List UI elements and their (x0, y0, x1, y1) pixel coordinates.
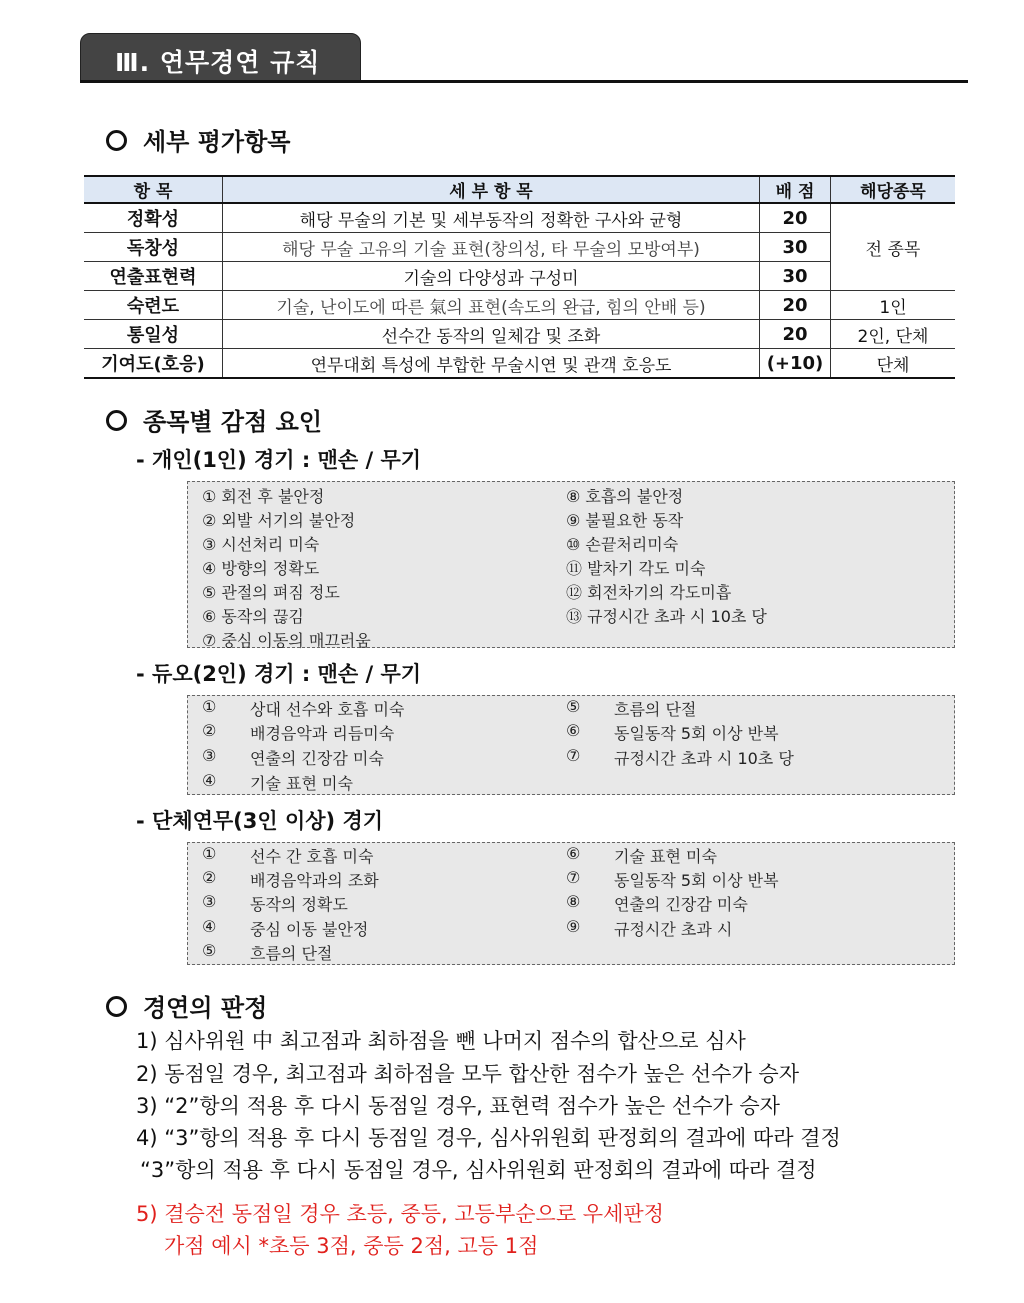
row-score: 30 (760, 233, 831, 262)
list-item: 동일동작 5회 이상 반복 (614, 724, 779, 743)
col-header-target: 해당종목 (831, 176, 956, 203)
chapter-title: Ⅲ. 연무경연 규칙 (115, 48, 321, 77)
tiebreak-rule-line: 5) 결승전 동점일 경우 초등, 중등, 고등부순으로 우세판정 (136, 1202, 664, 1226)
row-target: 단체 (831, 349, 956, 379)
list-item: 흐름의 단절 (250, 944, 333, 963)
row-desc: 연무대회 특성에 부합한 무술시연 및 관객 호응도 (223, 349, 760, 379)
row-desc: 해당 무술의 기본 및 세부동작의 정확한 구사와 균형 (223, 203, 760, 233)
chapter-header-tab (80, 33, 361, 83)
list-item-num: ⑤ (202, 941, 217, 960)
list-item: ⑩ 손끝처리미숙 (566, 535, 679, 554)
list-item: 동작의 정확도 (250, 895, 348, 914)
list-item: 배경음악과 리듬미숙 (250, 724, 395, 743)
list-item: 연출의 긴장감 미숙 (614, 895, 748, 914)
individual-subheading: - 개인(1인) 경기 : 맨손 / 무기 (136, 448, 422, 472)
list-item: 상대 선수와 호흡 미숙 (250, 700, 405, 719)
list-item-num: ⑥ (566, 721, 581, 740)
row-item: 정확성 (84, 203, 223, 233)
list-item-num: ② (202, 721, 217, 740)
table-row (84, 349, 955, 379)
table-row (84, 291, 955, 320)
row-desc: 해당 무술 고유의 기술 표현(창의성, 타 무술의 모방여부) (223, 233, 760, 262)
circle-bullet-icon (106, 410, 127, 431)
list-item: ⑧ 호흡의 불안정 (566, 487, 684, 506)
list-item-num: ⑤ (566, 697, 581, 716)
list-item-num: ④ (202, 771, 217, 790)
list-item: 규정시간 초과 시 (614, 920, 733, 939)
row-target: 2인, 단체 (831, 320, 956, 349)
row-desc: 선수간 동작의 일체감 및 조화 (223, 320, 760, 349)
list-item: 흐름의 단절 (614, 700, 697, 719)
row-score: 20 (760, 203, 831, 233)
section-judgement-heading: 경연의 판정 (106, 988, 267, 1023)
row-score: 20 (760, 320, 831, 349)
list-item: ④ 방향의 정확도 (202, 559, 320, 578)
judgement-line: 4) “3”항의 적용 후 다시 동점일 경우, 심사위원회 판정회의 결과에 따라 결정 (136, 1126, 841, 1150)
row-item: 독창성 (84, 233, 223, 262)
row-item: 통일성 (84, 320, 223, 349)
row-score: 20 (760, 291, 831, 320)
list-item: 중심 이동 불안정 (250, 920, 369, 939)
col-header-item: 항 목 (84, 176, 223, 203)
individual-deduction-box (187, 481, 955, 648)
list-item-num: ⑦ (566, 746, 581, 765)
list-item: ⑥ 동작의 끊김 (202, 607, 304, 626)
list-item: ② 외발 서기의 불안정 (202, 511, 356, 530)
judgement-line: 2) 동점일 경우, 최고점과 최하점을 모두 합산한 점수가 높은 선수가 승자 (136, 1062, 799, 1086)
list-item: 규정시간 초과 시 10초 당 (614, 749, 794, 768)
circle-bullet-icon (106, 130, 127, 151)
table-row (84, 320, 955, 349)
judgement-line: “3”항의 적용 후 다시 동점일 경우, 심사위원회 판정회의 결과에 따라 결정 (140, 1158, 817, 1182)
list-item: ① 회전 후 불안정 (202, 487, 325, 506)
table-row (84, 233, 955, 262)
list-item: 연출의 긴장감 미숙 (250, 749, 384, 768)
list-item: 배경음악과의 조화 (250, 871, 379, 890)
table-row (84, 203, 955, 233)
evaluation-table (84, 175, 955, 379)
table-row (84, 262, 955, 291)
group-subheading: - 단체연무(3인 이상) 경기 (136, 809, 384, 833)
header-rule (80, 80, 968, 83)
row-target-merged: 전 종목 (831, 203, 956, 291)
row-desc: 기술, 난이도에 따른 氣의 표현(속도의 완급, 힘의 안배 등) (223, 291, 760, 320)
row-target: 1인 (831, 291, 956, 320)
list-item-num: ⑨ (566, 917, 581, 936)
list-item: ⑬ 규정시간 초과 시 10초 당 (566, 607, 767, 626)
section-deduction-heading: 종목별 감점 요인 (106, 402, 322, 437)
list-item: ⑫ 회전차기의 각도미흡 (566, 583, 732, 602)
judgement-line: 3) “2”항의 적용 후 다시 동점일 경우, 표현력 점수가 높은 선수가 승자 (136, 1094, 780, 1118)
row-item: 기여도(호응) (84, 349, 223, 379)
list-item: 기술 표현 미숙 (250, 774, 353, 793)
table-header-row (84, 176, 955, 203)
duo-subheading: - 듀오(2인) 경기 : 맨손 / 무기 (136, 662, 422, 686)
list-item: ⑨ 불필요한 동작 (566, 511, 684, 530)
list-item: ③ 시선처리 미숙 (202, 535, 320, 554)
list-item-num: ① (202, 697, 217, 716)
list-item: ⑦ 중심 이동의 매끄러움 (202, 631, 371, 650)
list-item: ⑤ 관절의 펴짐 정도 (202, 583, 340, 602)
row-score: (+10) (760, 349, 831, 379)
row-item: 연출표현력 (84, 262, 223, 291)
list-item: 선수 간 호흡 미숙 (250, 847, 374, 866)
list-item-num: ⑦ (566, 868, 581, 887)
col-header-score: 배 점 (760, 176, 831, 203)
list-item-num: ④ (202, 917, 217, 936)
judgement-line: 1) 심사위원 中 최고점과 최하점을 뺀 나머지 점수의 합산으로 심사 (136, 1029, 746, 1053)
group-deduction-box (187, 842, 955, 965)
list-item: 기술 표현 미숙 (614, 847, 717, 866)
duo-deduction-box (187, 695, 955, 795)
col-header-detail: 세 부 항 목 (223, 176, 760, 203)
section-evaluation-heading: 세부 평가항목 (106, 122, 290, 157)
list-item-num: ⑥ (566, 844, 581, 863)
list-item-num: ③ (202, 746, 217, 765)
row-score: 30 (760, 262, 831, 291)
row-item: 숙련도 (84, 291, 223, 320)
list-item-num: ② (202, 868, 217, 887)
list-item-num: ⑧ (566, 892, 581, 911)
list-item: 동일동작 5회 이상 반복 (614, 871, 779, 890)
list-item: ⑪ 발차기 각도 미숙 (566, 559, 706, 578)
row-desc: 기술의 다양성과 구성미 (223, 262, 760, 291)
list-item-num: ③ (202, 892, 217, 911)
circle-bullet-icon (106, 996, 127, 1017)
list-item-num: ① (202, 844, 217, 863)
bonus-example-line: 가점 예시 *초등 3점, 중등 2점, 고등 1점 (164, 1234, 539, 1258)
